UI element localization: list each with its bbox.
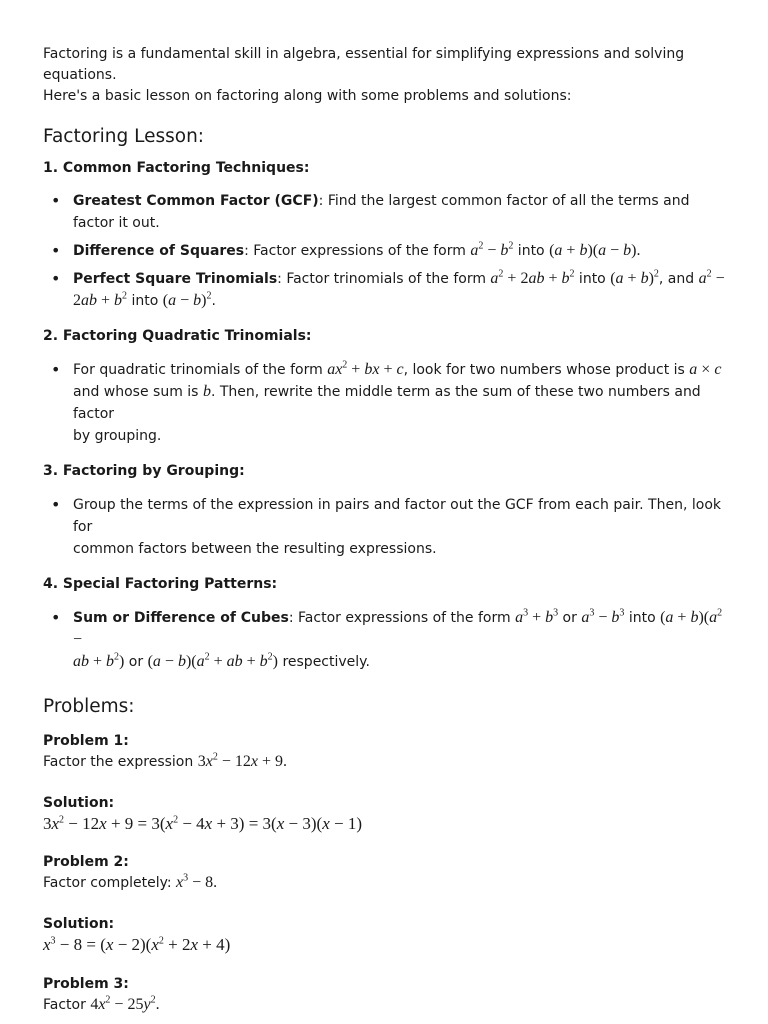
math-problem-1: $3x^2 - 12x + 9$. xyxy=(197,751,287,770)
cubes-text: : Factor expressions of the form xyxy=(288,610,516,626)
math-solution-2: $x^3 - 8 = (x - 2)(x^2 + 2x + 4)$ xyxy=(43,935,231,954)
problems-heading: Problems: xyxy=(43,696,135,717)
section-3-list xyxy=(43,494,733,560)
list-item-grouping xyxy=(43,494,733,560)
section-1-title: 1. Common Factoring Techniques: xyxy=(43,160,310,176)
dos-text: : Factor expressions of the form xyxy=(244,243,471,259)
gcf-text: : Find the largest common factor of all the terms and factor it out. xyxy=(73,193,690,231)
math-a3-minus-b3: $a^3 - b^3$ xyxy=(581,607,625,626)
intro-line-2: Here's a basic lesson on factoring along with some problems and solutions: xyxy=(43,88,572,104)
quad-text-1: For quadratic trinomials of the form xyxy=(73,362,328,378)
math-pst-plus-result: $(a + b)^2$ xyxy=(610,268,659,287)
dos-into: into xyxy=(513,243,550,259)
quad-text-4: . Then, rewrite the middle term as the sum of these two numbers and factor xyxy=(73,384,701,422)
math-solution-1: $3x^2 - 12x + 9 = 3(x^2 - 4x + 3) = 3(x - 3)(x - 1)$ xyxy=(43,814,362,833)
list-item-difference-of-squares xyxy=(43,240,733,262)
math-sum-cubes-result: $(a + b)(a^2$ − ab + $b^2$) xyxy=(73,607,723,670)
list-item-cubes xyxy=(43,607,733,673)
cubes-or: or xyxy=(558,610,582,626)
problem-2-label: Problem 2: xyxy=(43,854,129,870)
pst-label: Perfect Square Trinomials xyxy=(73,271,278,287)
quad-text-5: by grouping. xyxy=(73,428,162,444)
section-4-list xyxy=(43,607,733,673)
problem-1 xyxy=(43,731,733,773)
math-b: b xyxy=(202,383,211,400)
section-3-title: 3. Factoring by Grouping: xyxy=(43,463,245,479)
cubes-into: into xyxy=(624,610,661,626)
quad-text-2: , look for two numbers whose product is xyxy=(403,362,690,378)
lesson-heading: Factoring Lesson: xyxy=(43,126,205,147)
quad-text-3: and whose sum is xyxy=(73,384,203,400)
cubes-respectively: respectively. xyxy=(278,654,370,670)
problem-1-label: Problem 1: xyxy=(43,733,129,749)
dos-label: Difference of Squares xyxy=(73,243,245,259)
list-item-perfect-square xyxy=(43,268,733,312)
math-diff-cubes-result: $(a - b)(a^2$ + ab + $b^2$) xyxy=(147,651,278,670)
problem-3-label: Problem 3: xyxy=(43,976,129,992)
solution-1-label: Solution: xyxy=(43,795,115,811)
solution-2 xyxy=(43,914,733,956)
math-pst-minus: $a^2$ − $2ab + b^2$ xyxy=(73,268,725,309)
problem-2-text: Factor completely: xyxy=(43,875,177,891)
section-2-list xyxy=(43,359,733,447)
solution-2-label: Solution: xyxy=(43,916,115,932)
gcf-label: Greatest Common Factor (GCF) xyxy=(73,193,319,209)
lesson-document xyxy=(43,44,733,1016)
list-item-gcf xyxy=(43,190,733,234)
problem-3-text: Factor xyxy=(43,997,91,1013)
math-ax2-bx-c: $ax^2$ + bx + c xyxy=(327,359,404,378)
problem-2 xyxy=(43,852,733,894)
math-dos-result: (a + b)(a − b). xyxy=(549,242,641,259)
math-a3-plus-b3: $a^3 + b^3$ xyxy=(515,607,559,626)
intro-line-1: Factoring is a fundamental skill in algebra, essential for simplifying expressions and solving equations. xyxy=(43,46,685,83)
section-1-list xyxy=(43,190,733,312)
cubes-or-2: or xyxy=(124,654,148,670)
math-a-times-c: a × c xyxy=(689,361,722,378)
pst-into: into xyxy=(574,271,611,287)
math-pst-minus-result: $(a - b)^2$ xyxy=(162,290,212,309)
section-4-title: 4. Special Factoring Patterns: xyxy=(43,576,278,592)
solution-1 xyxy=(43,793,733,835)
cubes-label: Sum or Difference of Cubes xyxy=(73,610,289,626)
pst-period: . xyxy=(211,293,216,309)
section-2-title: 2. Factoring Quadratic Trinomials: xyxy=(43,328,312,344)
math-a2-b2: $a^2 - b^2$ xyxy=(470,240,514,259)
problem-3 xyxy=(43,974,733,1016)
grouping-text-2: common factors between the resulting expressions. xyxy=(73,541,437,557)
problem-1-text: Factor the expression xyxy=(43,754,198,770)
pst-into-2: into xyxy=(127,293,163,309)
math-problem-3: $4x^2 - 25y^2$. xyxy=(90,994,160,1013)
grouping-text-1: Group the terms of the expression in pairs and factor out the GCF from each pair. Then, look for xyxy=(73,497,721,535)
list-item-quadratic xyxy=(43,359,733,447)
math-pst-plus: $a^2 + 2ab + b^2$ xyxy=(490,268,575,287)
pst-and: , and xyxy=(658,271,699,287)
pst-text: : Factor trinomials of the form xyxy=(277,271,491,287)
math-problem-2: $x^3 - 8$. xyxy=(176,872,218,891)
